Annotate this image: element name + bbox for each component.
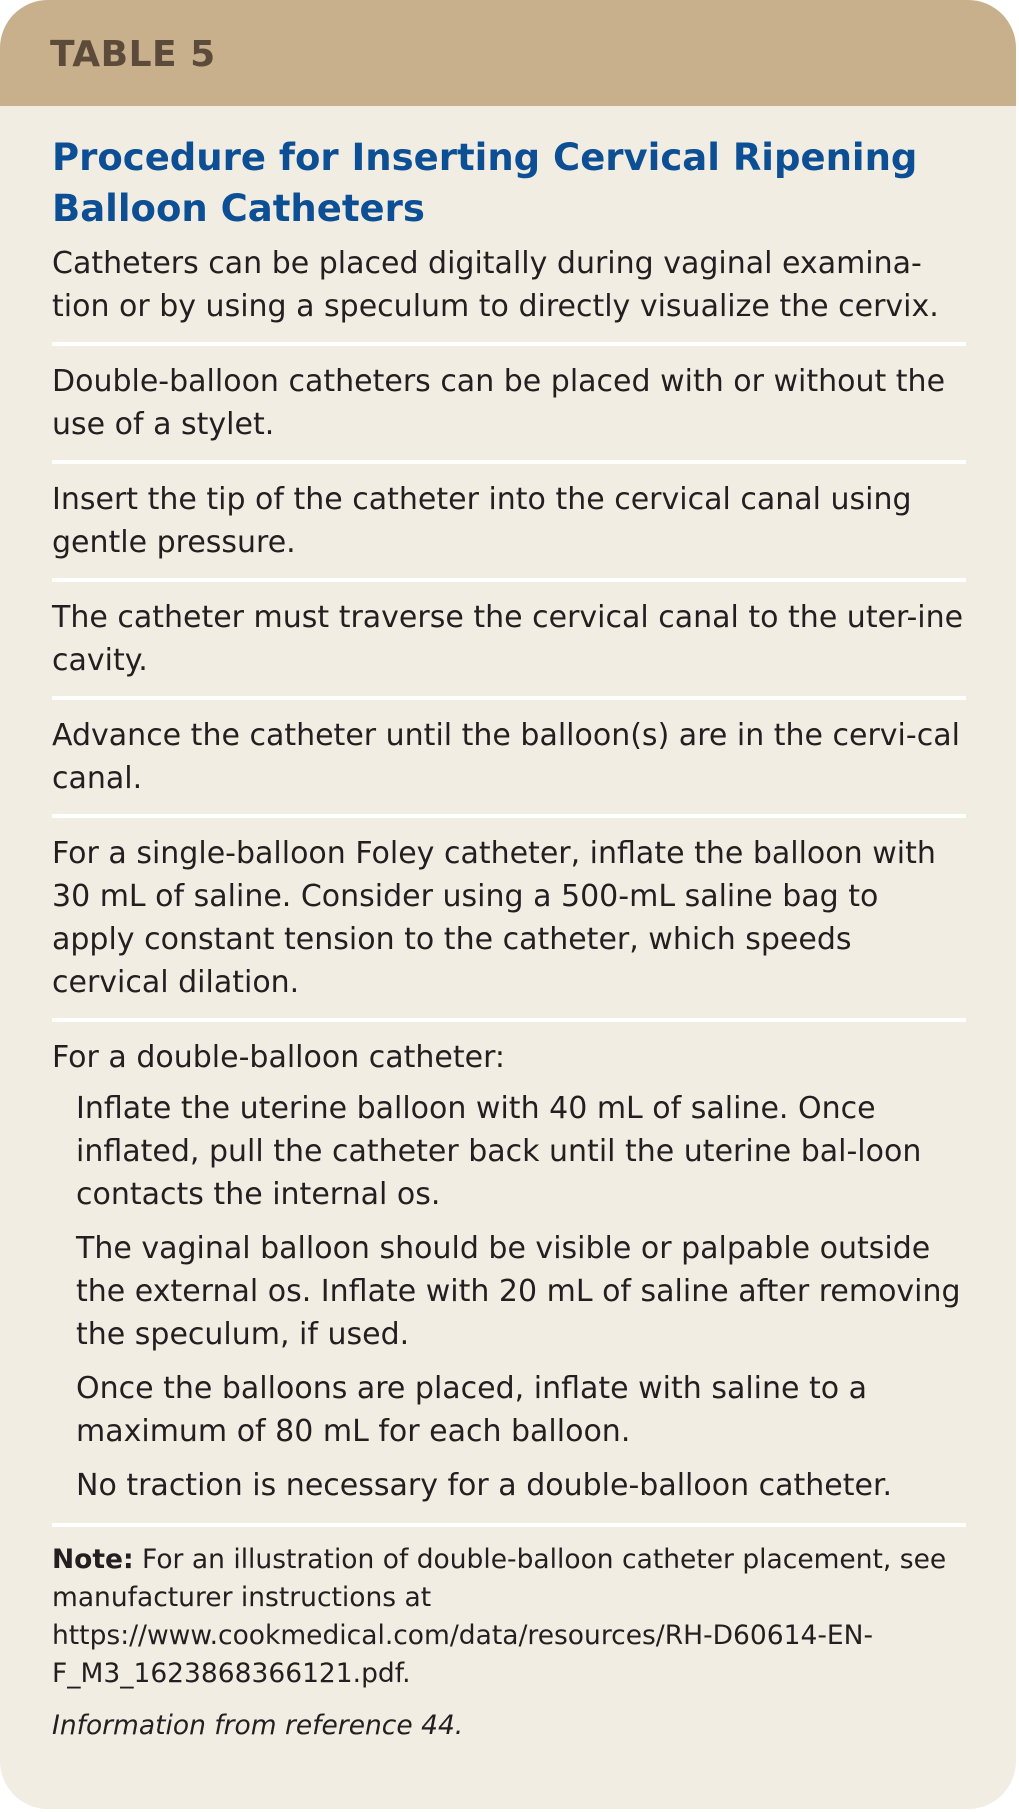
double-balloon-step: No traction is necessary for a double-balloon catheter. (76, 1468, 893, 1503)
procedure-steps (52, 242, 966, 1745)
double-balloon-heading: For a double-balloon catheter: (52, 1040, 506, 1075)
double-balloon-steps (52, 1079, 966, 1509)
procedure-step: For a single-balloon Foley catheter, inflate the balloon with 30 mL of saline. Consider using a 500-mL saline bag to apply constant tension to the catheter, which speeds cervical dilation. (52, 818, 966, 1022)
table-header-bar (0, 0, 1016, 106)
table-note (52, 1527, 966, 1693)
table-label: TABLE 5 (50, 33, 216, 75)
double-balloon-step: Once the balloons are placed, inflate with saline to a maximum of 80 mL for each balloon. (76, 1371, 868, 1449)
procedure-step: Advance the catheter until the balloon(s) are in the cervi-cal canal. (52, 700, 966, 818)
procedure-step: The catheter must traverse the cervical canal to the uter-ine cavity. (52, 582, 966, 700)
note-text: For an illustration of double-balloon catheter placement, see manufacturer instructions at https://www.cookmedical.com/data/resources/RH-D60614-EN-F_M3_1623868366121.pdf. (52, 1544, 947, 1689)
procedure-step: Catheters can be placed digitally during vaginal examina-tion or by using a speculum to directly visualize the cervix. (52, 242, 966, 346)
double-balloon-step: Inflate the uterine balloon with 40 mL of saline. Once inflated, pull the catheter back until the uterine bal-loon contacts the internal os. (76, 1091, 922, 1212)
table-content (0, 106, 1016, 1745)
procedure-step: Insert the tip of the catheter into the cervical canal using gentle pressure. (52, 464, 966, 582)
double-balloon-step: The vaginal balloon should be visible or palpable outside the external os. Inflate with 20 mL of saline after removing the speculum, if used. (76, 1231, 961, 1352)
note-label: Note: (52, 1544, 134, 1575)
procedure-step: Double-balloon catheters can be placed with or without the use of a stylet. (52, 346, 966, 464)
source-citation: Information from reference 44. (52, 1710, 464, 1741)
table-title: Procedure for Inserting Cervical Ripening Balloon Catheters (52, 136, 918, 230)
double-balloon-section (52, 1022, 966, 1527)
